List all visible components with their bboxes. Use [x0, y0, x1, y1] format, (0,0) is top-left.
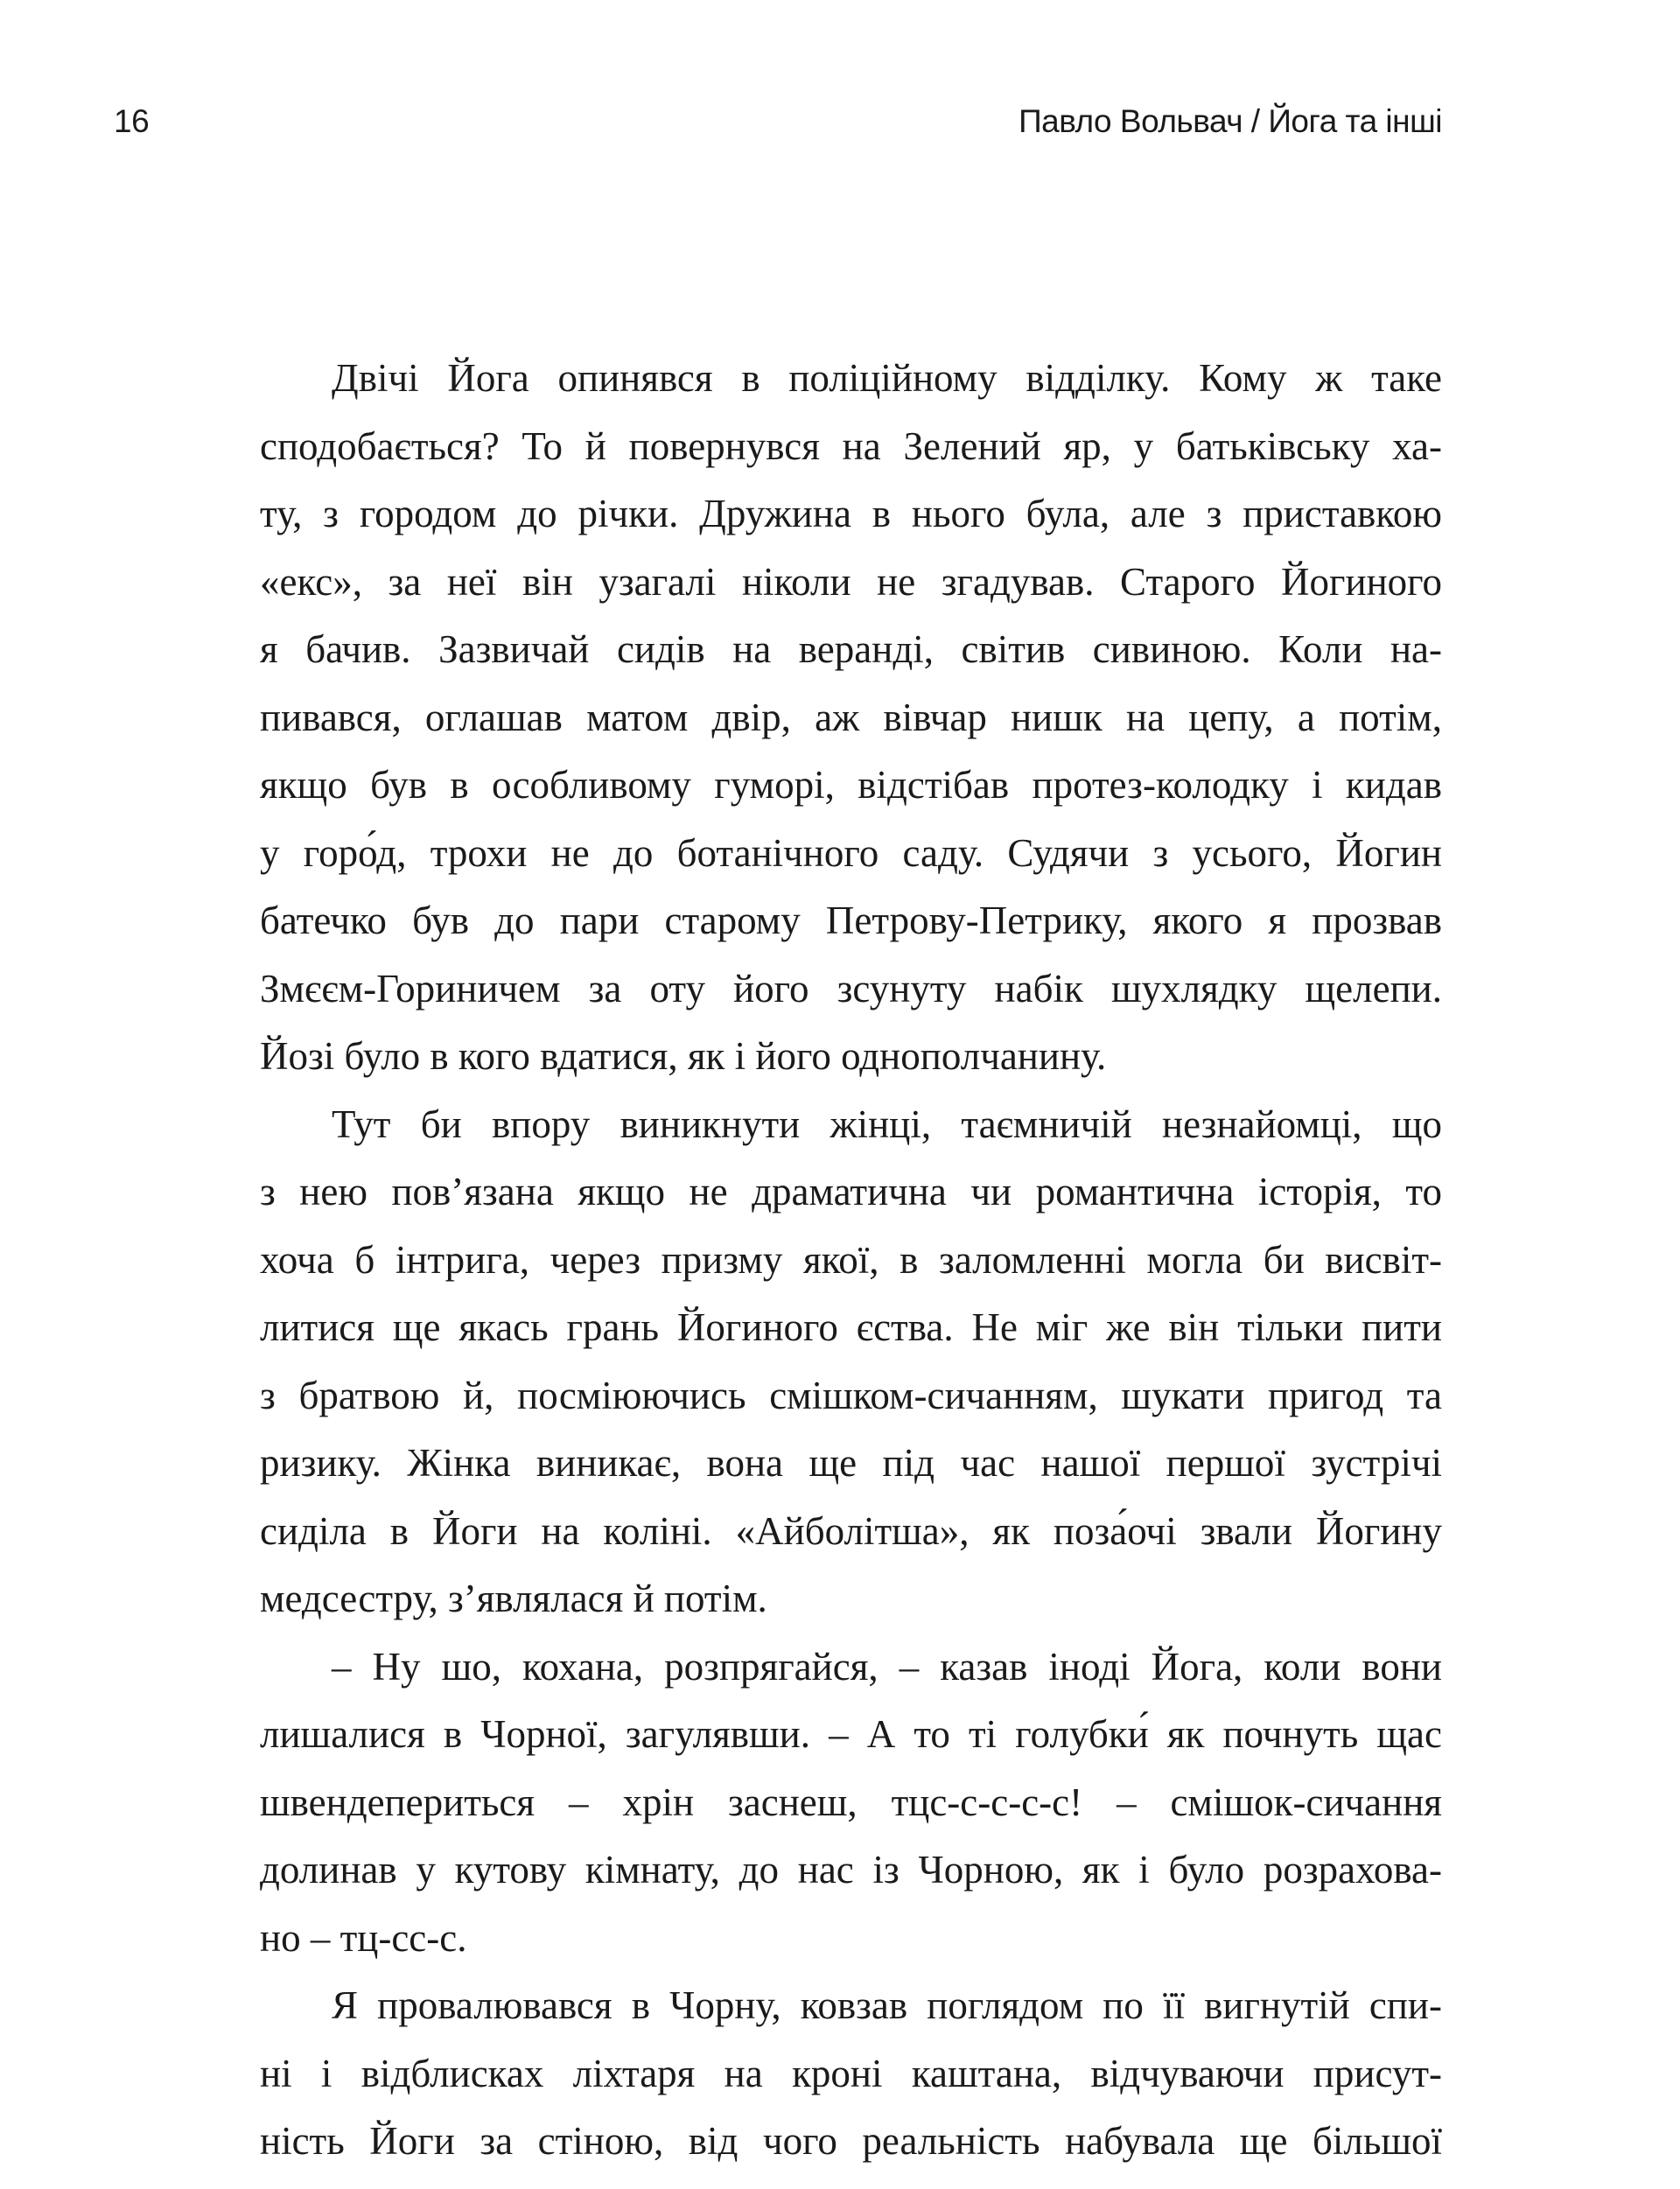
text-line: «екс», за неї він узагалі ніколи не згадував. Старого Йогиного	[260, 559, 1442, 604]
paragraph	[260, 1091, 1442, 1633]
text-line: но – тц-сс-с.	[260, 1915, 467, 1960]
paragraph	[260, 1633, 1442, 1973]
text-line: з братвою й, посміюючись смішком-сичанням, шукати пригод та	[260, 1373, 1442, 1417]
page-number: 16	[114, 103, 150, 139]
text-line: лишалися в Чорної, загулявши. – А то ті голубки́ як почнуть щас	[260, 1712, 1442, 1756]
text-line: швендепериться – хрін заснеш, тцс-с-с-с-с! – смішок-сичання	[260, 1780, 1442, 1824]
text-line: якщо був в особливому гуморі, відстібав протез-колодку і кидав	[260, 763, 1442, 807]
text-line: Тут би впору виникнути жінці, таємничій незнайомці, що	[332, 1101, 1442, 1146]
text-line: ні і відблисках ліхтаря на кроні каштана, відчуваючи присут-	[260, 2051, 1442, 2095]
text-line: медсестру, з’являлася й потім.	[260, 1577, 767, 1620]
text-line: ризику. Жінка виникає, вона ще під час нашої першої зустрічі	[260, 1441, 1442, 1485]
text-line: ту, з городом до річки. Дружина в нього була, але з приставкою	[260, 492, 1442, 535]
text-line: з нею пов’язана якщо не драматична чи романтична історія, то	[260, 1170, 1442, 1213]
paragraph	[260, 1972, 1442, 2176]
running-head: Павло Вольвач / Йога та інші	[1018, 103, 1442, 139]
page-header	[114, 103, 1442, 147]
text-line: Йозі було в кого вдатися, як і його однополчанину.	[260, 1034, 1107, 1078]
text-line: ність Йоги за стіною, від чого реальність набувала ще більшої	[260, 2119, 1442, 2163]
text-line: сиділа в Йоги на коліні. «Айболітша», як поза́очі звали Йогину	[260, 1508, 1442, 1553]
paragraph	[260, 345, 1442, 1091]
text-line: у горо́д, трохи не до ботанічного саду. Судячи з усього, Йогин	[260, 830, 1442, 875]
text-line: батечко був до пари старому Петрову-Петрику, якого я прозвав	[260, 899, 1442, 942]
text-line: я бачив. Зазвичай сидів на веранді, світив сивиною. Коли на-	[260, 627, 1442, 671]
text-line: Двічі Йога опинявся в поліційному відділку. Кому ж таке	[332, 356, 1442, 400]
text-line: – Ну шо, кохана, розпрягайся, – казав іноді Йога, коли вони	[332, 1644, 1442, 1689]
text-line: хоча б інтрига, через призму якої, в заломленні могла би висвіт-	[260, 1237, 1442, 1282]
text-line: литися ще якась грань Йогиного єства. Не міг же він тільки пити	[260, 1305, 1442, 1349]
text-line: Змєєм-Гориничем за оту його зсунуту набік шухлядку щелепи.	[260, 966, 1442, 1011]
text-line: пивався, оглашав матом двір, аж вівчар нишк на цепу, а потім,	[260, 695, 1442, 739]
body-text	[260, 345, 1442, 2176]
text-line: долинав у кутову кімнату, до нас із Чорною, як і було розрахова-	[260, 1848, 1442, 1892]
text-line: сподобається? То й повернувся на Зелений яр, у батьківську ха-	[260, 423, 1442, 468]
text-line: Я провалювався в Чорну, ковзав поглядом по її вигнутій спи-	[332, 1983, 1442, 2027]
